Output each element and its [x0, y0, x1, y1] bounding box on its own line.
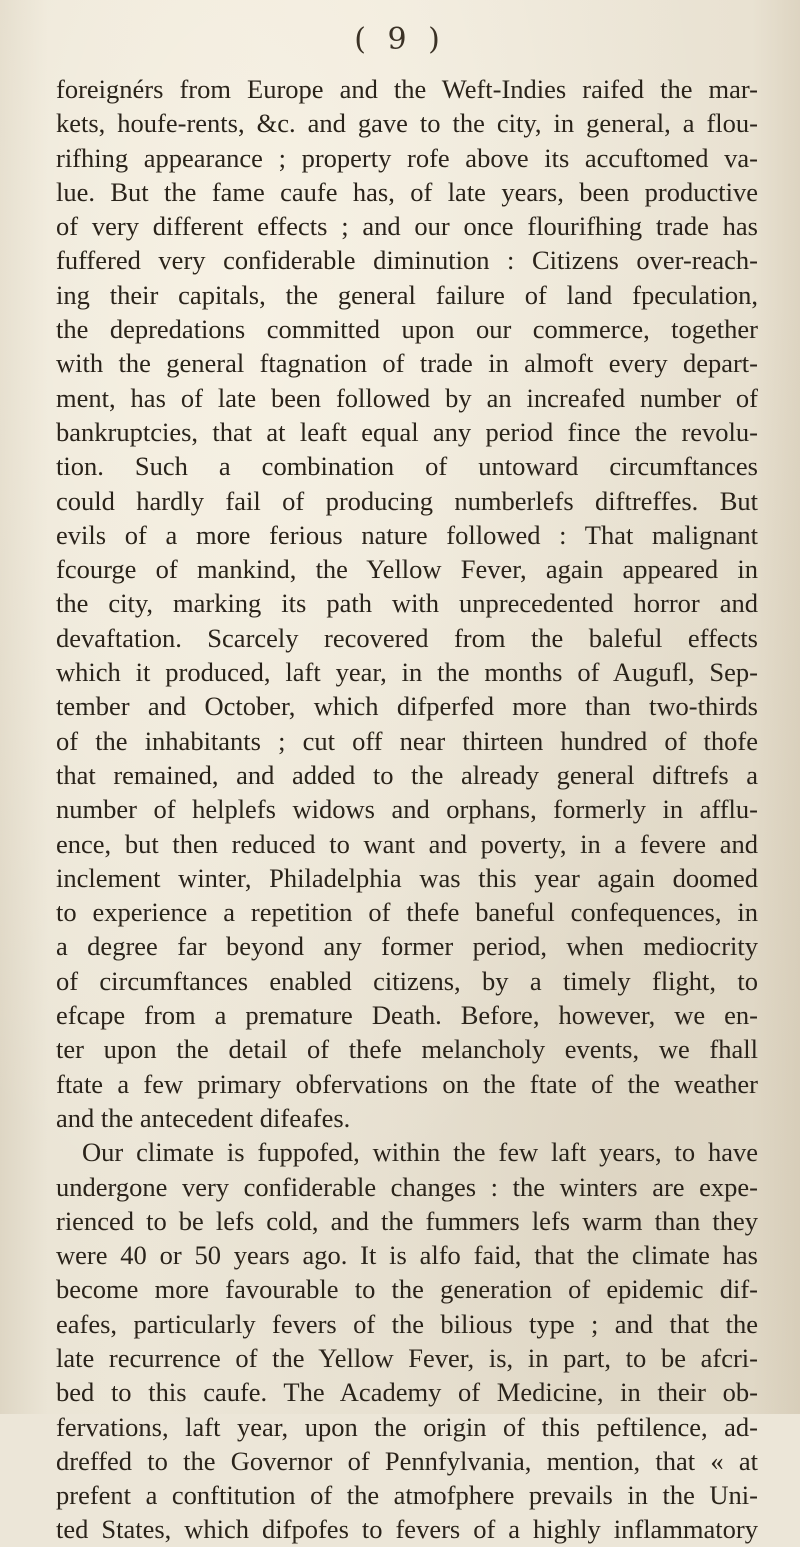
- text-line: of circumftances enabled citizens, by a timely flight, to: [56, 965, 758, 996]
- text-line: ted States, which difpofes to fevers of a highly inflammatory: [56, 1514, 758, 1545]
- text-line: bankruptcies, that at leaft equal any period fince the revolu-: [56, 416, 758, 447]
- text-line: devaftation. Scarcely recovered from the baleful effects: [56, 622, 758, 653]
- text-line: ftate a few primary obfervations on the ftate of the weather: [56, 1068, 758, 1099]
- text-line: and the antecedent difeafes.: [56, 1102, 351, 1133]
- text-line: to experience a repetition of thefe baneful confequences, in: [56, 897, 758, 928]
- text-line: with the general ftagnation of trade in almoft every depart-: [56, 348, 758, 379]
- text-line: foreignérs from Europe and the Weft-Indies raifed the mar-: [56, 74, 758, 104]
- text-line: fcourge of mankind, the Yellow Fever, again appeared in: [56, 554, 758, 585]
- text-line: rifhing appearance ; property rofe above its accuftomed va-: [56, 142, 758, 173]
- text-line: fuffered very confiderable diminution : Citizens over-reach-: [56, 245, 758, 276]
- text-line: tion. Such a combination of untoward circumftances: [56, 451, 758, 482]
- text-line: the depredations committed upon our commerce, together: [56, 314, 758, 345]
- text-line: that remained, and added to the already general diftrefs a: [56, 759, 758, 790]
- text-line: become more favourable to the generation of epidemic dif-: [56, 1274, 758, 1305]
- text-line: were 40 or 50 years ago. It is alfo faid, that the climate has: [56, 1240, 758, 1271]
- text-line: prefent a conftitution of the atmofphere prevails in the Uni-: [56, 1480, 758, 1511]
- text-line: late recurrence of the Yellow Fever, is, in part, to be afcri-: [56, 1342, 758, 1373]
- page-number: ( 9 ): [354, 22, 446, 57]
- text-line: efcape from a premature Death. Before, however, we en-: [56, 1000, 758, 1031]
- text-line: of the inhabitants ; cut off near thirteen hundred of thofe: [56, 725, 758, 756]
- text-line: the city, marking its path with unprecedented horror and: [56, 588, 758, 619]
- body-text: [56, 72, 758, 1547]
- text-line: of very different effects ; and our once flourifhing trade has: [56, 211, 758, 242]
- text-line: fervations, laft year, upon the origin of this peftilence, ad-: [56, 1411, 758, 1442]
- text-line: ing their capitals, the general failure of land fpeculation,: [56, 279, 758, 310]
- text-line: could hardly fail of producing numberlefs diftreffes. But: [56, 485, 758, 516]
- text-line: evils of a more ferious nature followed : That malignant: [56, 519, 758, 550]
- text-line: number of helplefs widows and orphans, formerly in afflu-: [56, 794, 758, 825]
- text-line: which it produced, laft year, in the months of Augufl, Sep-: [56, 657, 758, 688]
- text-line: bed to this caufe. The Academy of Medicine, in their ob-: [56, 1377, 758, 1408]
- text-line: a degree far beyond any former period, when mediocrity: [56, 931, 758, 962]
- paragraph-start-line: Our climate is fuppofed, within the few laft years, to have: [82, 1137, 758, 1168]
- text-line: ence, but then reduced to want and poverty, in a fevere and: [56, 828, 758, 859]
- text-line: rienced to be lefs cold, and the fummers lefs warm than they: [56, 1205, 758, 1236]
- text-line: inclement winter, Philadelphia was this year again doomed: [56, 862, 758, 893]
- text-line: kets, houfe-rents, &c. and gave to the city, in general, a flou-: [56, 108, 758, 139]
- text-line: ter upon the detail of thefe melancholy events, we fhall: [56, 1034, 758, 1065]
- text-line: eafes, particularly fevers of the bilious type ; and that the: [56, 1308, 758, 1339]
- text-line: lue. But the fame caufe has, of late years, been productive: [56, 176, 758, 207]
- text-line: dreffed to the Governor of Pennfylvania, mention, that « at: [56, 1445, 758, 1476]
- text-line: tember and October, which difperfed more than two-thirds: [56, 691, 758, 722]
- text-line: undergone very confiderable changes : the winters are expe-: [56, 1171, 758, 1202]
- text-line: ment, has of late been followed by an increafed number of: [56, 382, 758, 413]
